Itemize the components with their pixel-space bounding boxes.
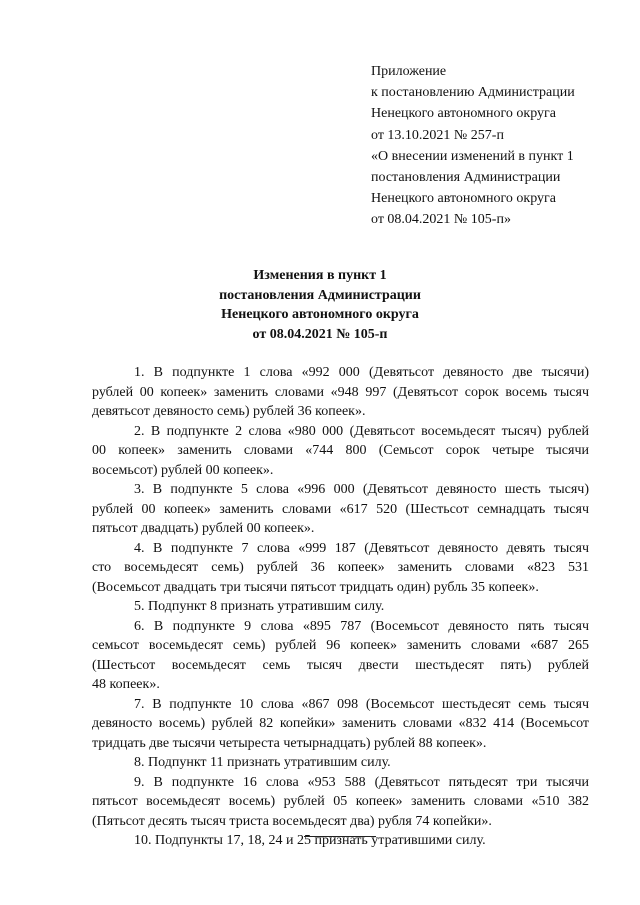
appendix-line: Ненецкого автономного округа [371, 191, 556, 207]
document-title [60, 266, 580, 344]
title-line: Изменения в пункт 1 [253, 268, 387, 283]
item-4-line: сто восемьдесят семь) рублей 36 копеек» заменить словами «823 531 [92, 560, 589, 575]
item-6-line: семьсот восемьдесят семь) рублей 96 копеек» заменить словами «687 265 [92, 638, 589, 653]
document-body [92, 363, 589, 851]
item-10-line: 10. Подпункты 17, 18, 24 и 25 признать утратившими силу. [134, 833, 486, 848]
end-divider [304, 836, 376, 837]
item-9-line: пятьсот восемьдесят восемь) рублей 05 копеек» заменить словами «510 382 [92, 794, 589, 809]
item-7-line: тридцать две тысячи четыреста четырнадцать) рублей 88 копеек». [92, 735, 487, 751]
item-9-line: 9. В подпункте 16 слова «953 588 (Девятьсот пятьдесят три тысячи [134, 774, 589, 790]
title-line: постановления Администрации [219, 287, 421, 303]
appendix-line: постановления Администрации [371, 170, 561, 186]
item-2-line: 2. В подпункте 2 слова «980 000 (Девятьсот восемьдесят тысяч) рублей [134, 423, 589, 439]
appendix-block [371, 61, 621, 231]
item-6-line: (Шестьсот восемьдесят семь тысяч двести шестьдесят пять) рублей [92, 657, 589, 673]
item-1-line: 1. В подпункте 1 слова «992 000 (Девятьсот девяносто две тысячи) [134, 365, 589, 380]
item-4-line: (Восемьсот двадцать три тысячи пятьсот тридцать один) рубль 35 копеек». [92, 579, 539, 595]
item-2-line: 00 копеек» заменить словами «744 800 (Семьсот сорок четыре тысячи [92, 443, 589, 458]
item-3-line: рублей 00 копеек» заменить словами «617 520 (Шестьсот семнадцать тысяч [92, 501, 589, 517]
appendix-line: Ненецкого автономного округа [371, 106, 556, 122]
item-7-line: 7. В подпункте 10 слова «867 098 (Восемьсот шестьдесят семь тысяч [134, 696, 589, 712]
item-3-line: пятьсот двадцать) рублей 00 копеек». [92, 521, 315, 536]
appendix-line: к постановлению Администрации [371, 85, 575, 101]
appendix-line: «О внесении изменений в пункт 1 [371, 148, 574, 164]
item-4-line: 4. В подпункте 7 слова «999 187 (Девятьсот девяносто девять тысяч [134, 540, 589, 556]
item-8-line: 8. Подпункт 11 признать утратившим силу. [134, 755, 391, 770]
appendix-line: от 08.04.2021 № 105-п» [371, 212, 511, 228]
item-5-line: 5. Подпункт 8 признать утратившим силу. [134, 599, 385, 614]
appendix-line: Приложение [371, 64, 447, 79]
item-6-line: 6. В подпункте 9 слова «895 787 (Восемьсот девяносто пять тысяч [134, 618, 589, 634]
item-2-line: восемьсот) рублей 00 копеек». [92, 462, 274, 478]
title-line: Ненецкого автономного округа [221, 307, 419, 322]
item-6-line: 48 копеек». [92, 677, 160, 692]
item-9-line: (Пятьсот десять тысяч триста восемьдесят два) рубля 74 копейки». [92, 813, 492, 829]
item-3-line: 3. В подпункте 5 слова «996 000 (Девятьсот девяносто шесть тысяч) [134, 482, 589, 497]
item-1-line: девятьсот девяносто семь) рублей 36 копеек». [92, 404, 366, 419]
item-7-line: девяносто восемь) рублей 82 копейки» заменить словами «832 414 (Восемьсот [92, 716, 589, 731]
title-line: от 08.04.2021 № 105-п [252, 326, 388, 342]
item-1-line: рублей 00 копеек» заменить словами «948 997 (Девятьсот сорок восемь тысяч [92, 384, 589, 400]
appendix-line: от 13.10.2021 № 257-п [371, 127, 504, 143]
